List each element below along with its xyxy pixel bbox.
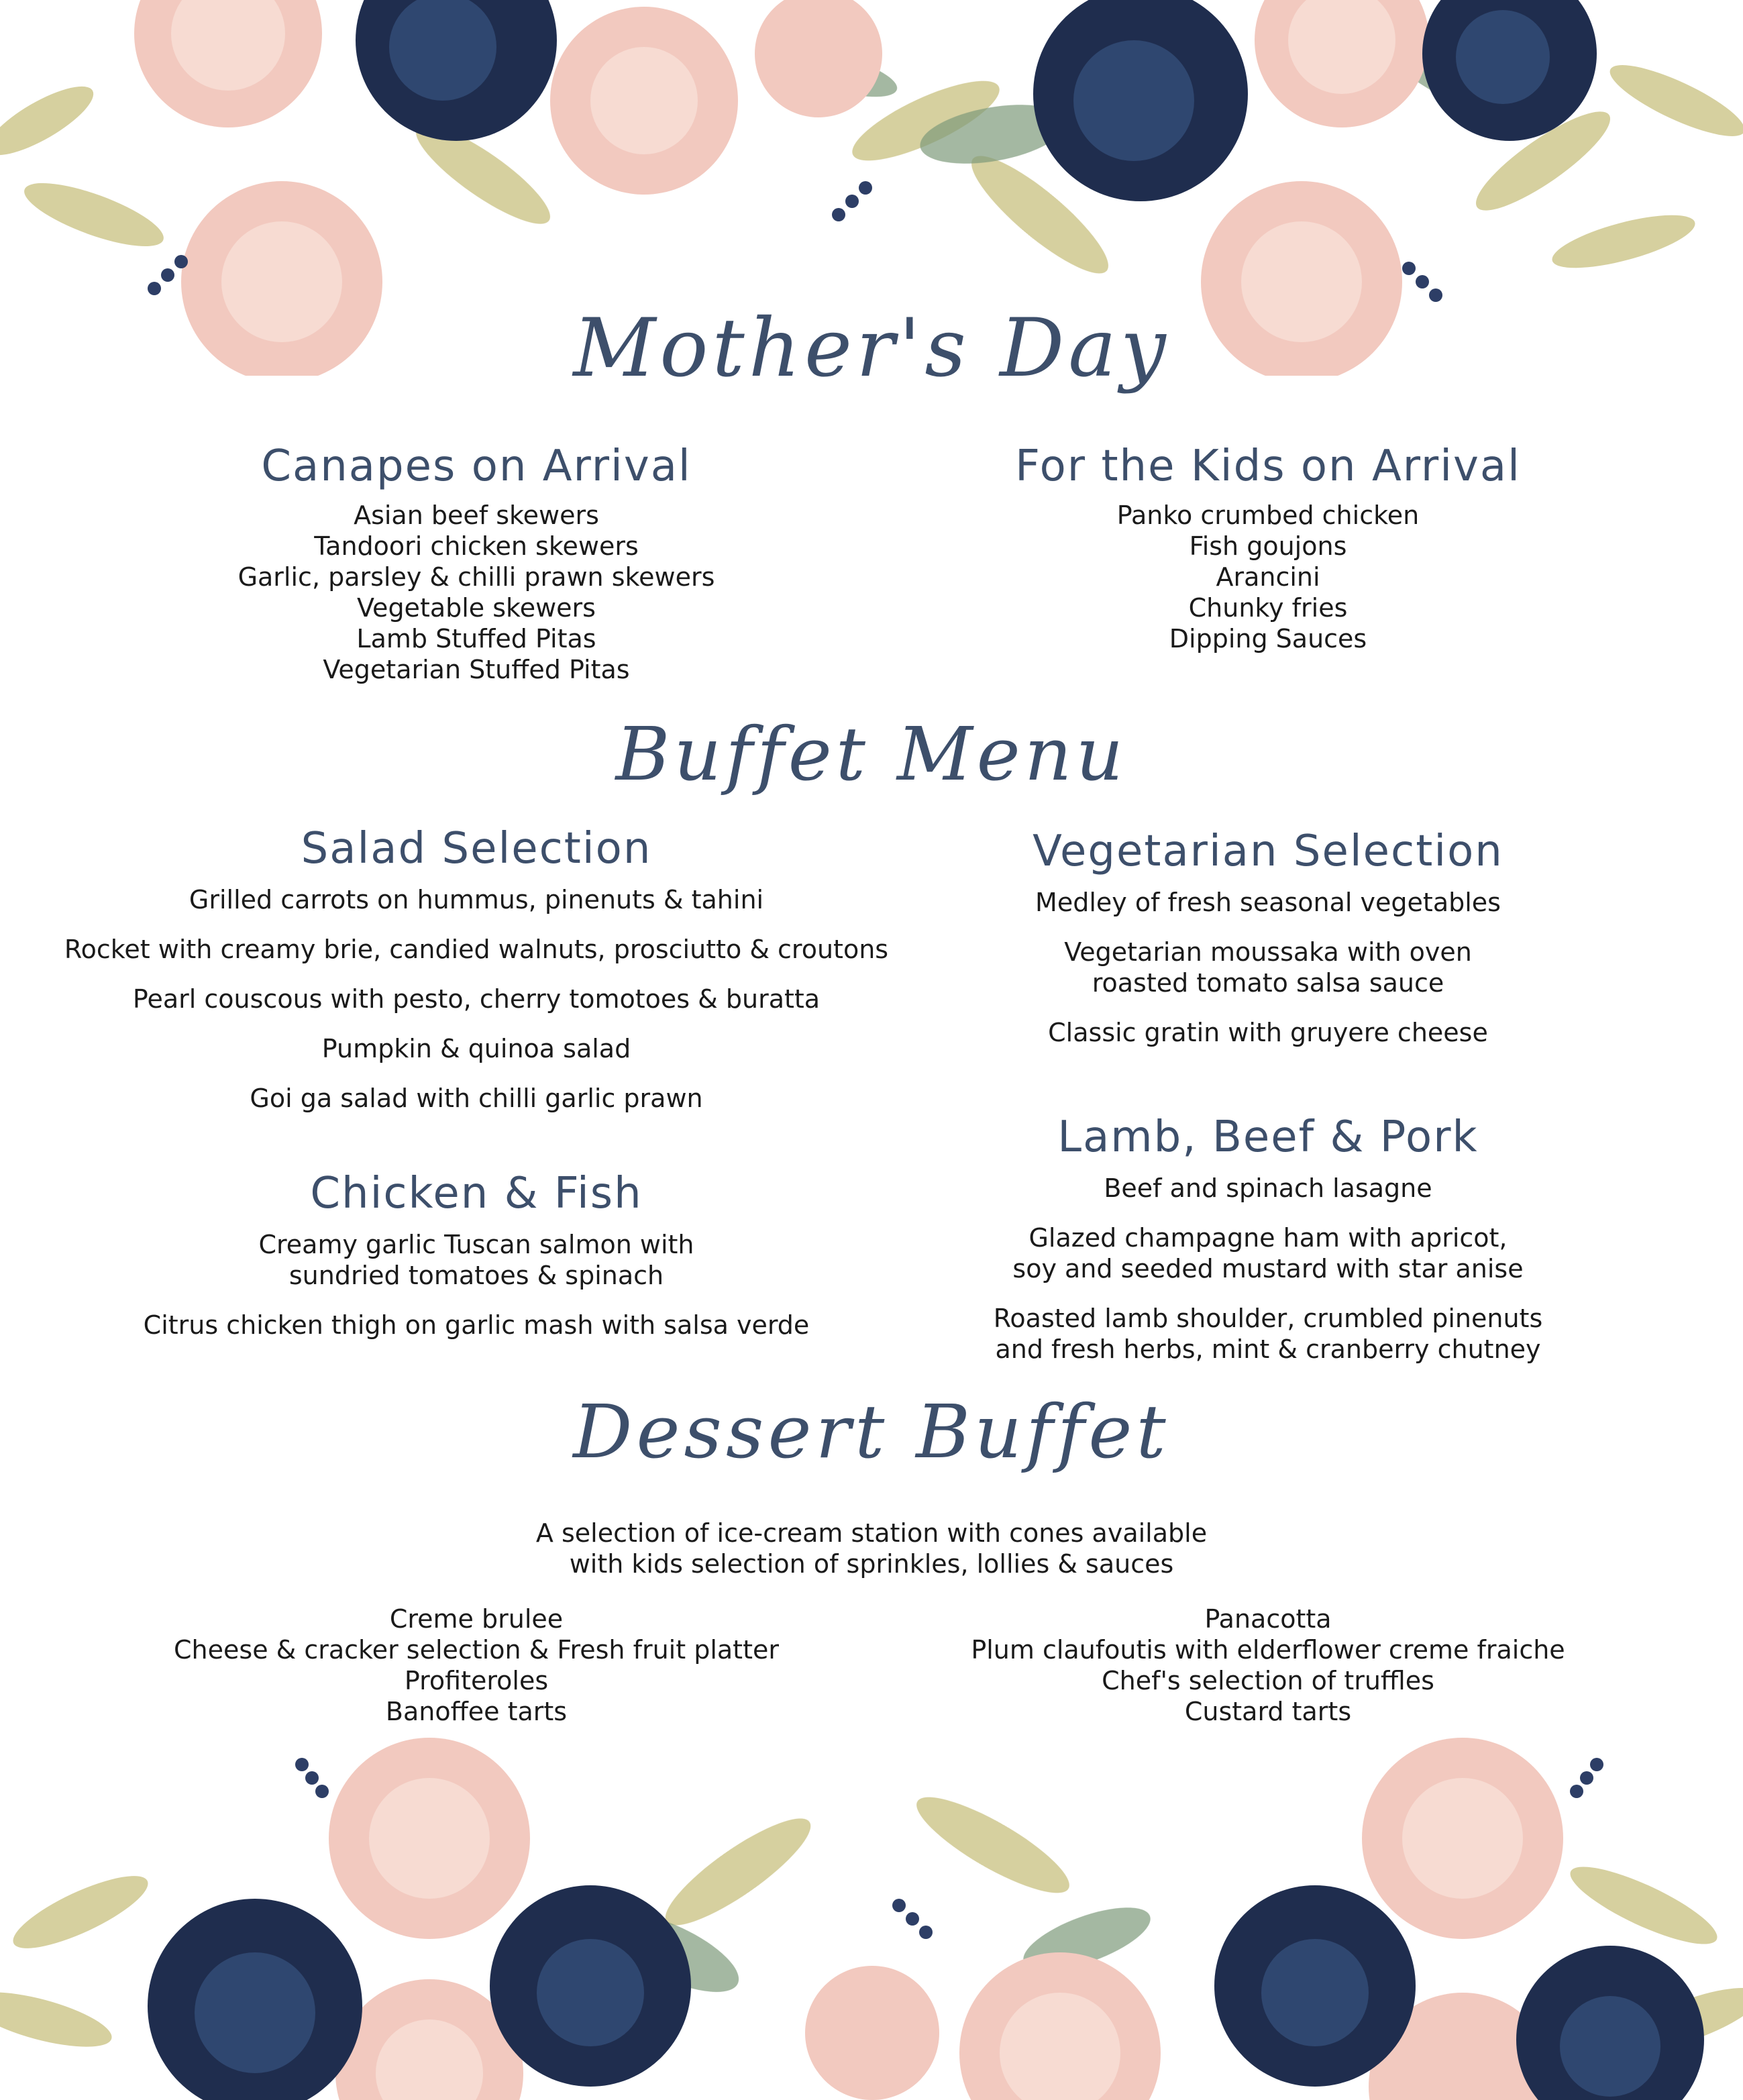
list-item: Grilled carrots on hummus, pinenuts & tahini [189, 885, 764, 914]
list-item: Custard tarts [1184, 1697, 1352, 1726]
list-item: Panacotta [1204, 1604, 1332, 1634]
list-item: Garlic, parsley & chilli prawn skewers [237, 562, 715, 592]
floral-border-bottom [0, 1738, 1743, 2100]
list-item: Chunky fries [1188, 593, 1348, 623]
buffet-title: Buffet Menu [615, 711, 1128, 797]
list-item: Lamb Stuffed Pitas [356, 624, 596, 653]
salad-heading: Salad Selection [301, 824, 652, 874]
lamb-beef-pork-list [832, 1173, 1704, 1383]
dessert-right-list [832, 1604, 1704, 1727]
list-item: Dipping Sauces [1169, 624, 1367, 653]
dessert-title: Dessert Buffet [573, 1389, 1170, 1475]
salad-list [0, 884, 953, 1133]
list-item: Glazed champagne ham with apricot, soy and seeded mustard with star anise [1012, 1223, 1524, 1283]
list-item: Chef's selection of truffles [1102, 1666, 1434, 1695]
list-item: Creamy garlic Tuscan salmon with sundried tomatoes & spinach [258, 1230, 694, 1290]
list-item: Plum claufoutis with elderflower creme fraiche [971, 1635, 1565, 1665]
list-item: Pumpkin & quinoa salad [321, 1034, 631, 1063]
list-item: Profiteroles [404, 1666, 549, 1695]
dessert-left-list [0, 1604, 953, 1727]
list-item: Pearl couscous with pesto, cherry tomotoes & buratta [132, 984, 821, 1014]
list-item: Tandoori chicken skewers [314, 531, 639, 561]
dessert-intro: A selection of ice-cream station with cones available with kids selection of sprinkles, lollies & sauces [535, 1518, 1208, 1579]
chicken-fish-list [0, 1229, 953, 1359]
list-item: Arancini [1216, 562, 1320, 592]
list-item: Banoffee tarts [385, 1697, 568, 1726]
kids-heading: For the Kids on Arrival [1015, 441, 1521, 491]
list-item: Vegetarian Stuffed Pitas [323, 655, 630, 684]
menu-title: Mother's Day [573, 302, 1170, 395]
canapes-list [0, 500, 953, 685]
list-item: Goi ga salad with chilli garlic prawn [250, 1084, 703, 1113]
list-item: Citrus chicken thigh on garlic mash with salsa verde [143, 1310, 810, 1340]
list-item: Panko crumbed chicken [1116, 501, 1420, 530]
list-item: Vegetable skewers [357, 593, 596, 623]
kids-list [832, 500, 1704, 654]
list-item: Fish goujons [1189, 531, 1347, 561]
list-item: Beef and spinach lasagne [1104, 1173, 1432, 1203]
vegetarian-list [832, 887, 1704, 1067]
list-item: Classic gratin with gruyere cheese [1048, 1018, 1488, 1047]
list-item: Rocket with creamy brie, candied walnuts, prosciutto & croutons [64, 935, 889, 964]
list-item: Asian beef skewers [354, 501, 599, 530]
list-item: Creme brulee [389, 1604, 564, 1634]
list-item: Roasted lamb shoulder, crumbled pinenuts and fresh herbs, mint & cranberry chutney [993, 1304, 1543, 1364]
canapes-heading: Canapes on Arrival [261, 441, 692, 491]
list-item: Vegetarian moussaka with oven roasted tomato salsa sauce [1064, 937, 1472, 998]
vegetarian-heading: Vegetarian Selection [1033, 827, 1503, 876]
chicken-fish-heading: Chicken & Fish [310, 1169, 643, 1218]
list-item: Cheese & cracker selection & Fresh fruit platter [174, 1635, 779, 1665]
list-item: Medley of fresh seasonal vegetables [1035, 888, 1501, 917]
lamb-beef-pork-heading: Lamb, Beef & Pork [1057, 1112, 1479, 1162]
